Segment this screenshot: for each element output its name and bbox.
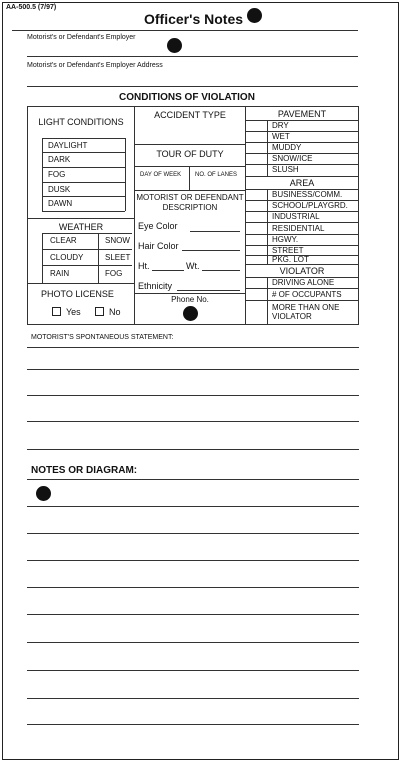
row-line <box>42 249 132 250</box>
table-col2-divider <box>245 106 246 324</box>
hair-color-label: Hair Color <box>138 241 179 251</box>
row-line <box>245 288 359 289</box>
notes-line[interactable] <box>27 698 359 699</box>
notes-line[interactable] <box>27 587 359 588</box>
area-industrial[interactable]: INDUSTRIAL <box>272 212 320 221</box>
row-line <box>245 234 359 235</box>
area-header: AREA <box>289 178 315 188</box>
hair-color-field[interactable] <box>182 250 240 251</box>
row-line <box>42 211 125 212</box>
notes-line[interactable] <box>27 614 359 615</box>
height-field[interactable] <box>152 270 184 271</box>
row-line <box>42 167 125 168</box>
light-dusk[interactable]: DUSK <box>48 185 71 194</box>
section-divider <box>27 218 134 219</box>
row-line <box>42 196 125 197</box>
row-line <box>42 138 125 139</box>
row-line <box>245 176 359 177</box>
cell-mid <box>98 233 99 283</box>
section-divider <box>134 144 245 145</box>
table-top <box>27 106 359 107</box>
pavement-header: PAVEMENT <box>277 109 327 119</box>
employer-address-label: Motorist's or Defendant's Employer Address <box>27 62 163 69</box>
notes-line[interactable] <box>27 479 359 480</box>
pavement-snow-ice[interactable]: SNOW/ICE <box>272 154 313 163</box>
phone-label: Phone No. <box>171 295 209 304</box>
weight-field[interactable] <box>202 270 240 271</box>
check-column <box>267 120 268 176</box>
light-dark[interactable]: DARK <box>48 155 71 164</box>
pavement-muddy[interactable]: MUDDY <box>272 143 302 152</box>
table-left <box>27 106 28 324</box>
cell-left <box>42 233 43 283</box>
section-divider <box>27 283 134 284</box>
form-number: AA-500.5 (7/97) <box>6 4 57 11</box>
cell-left <box>42 138 43 211</box>
notes-line[interactable] <box>27 670 359 671</box>
employer-address-field[interactable] <box>27 86 358 87</box>
table-bottom <box>27 324 359 325</box>
row-line <box>245 131 359 132</box>
table-col1-divider <box>134 106 135 324</box>
violator-occupants[interactable]: # OF OCCUPANTS <box>272 290 342 299</box>
statement-line[interactable] <box>27 449 359 450</box>
area-hgwy[interactable]: HGWY. <box>272 235 299 244</box>
notes-line[interactable] <box>27 506 359 507</box>
weather-sleet[interactable]: SLEET <box>105 253 131 262</box>
hole-punch <box>183 306 198 321</box>
light-conditions-header: LIGHT CONDITIONS <box>38 117 124 127</box>
weight-label: Wt. <box>186 261 200 271</box>
statement-label: MOTORIST'S SPONTANEOUS STATEMENT: <box>31 334 174 341</box>
hole-punch <box>247 8 262 23</box>
row-line <box>245 120 359 121</box>
pavement-slush[interactable]: SLUSH <box>272 165 299 174</box>
weather-snow[interactable]: SNOW <box>105 236 130 245</box>
employer-label: Motorist's or Defendant's Employer <box>27 34 136 41</box>
cell-right <box>125 138 126 211</box>
area-residential[interactable]: RESIDENTIAL <box>272 224 325 233</box>
day-of-week-label[interactable]: DAY OF WEEK <box>140 172 182 178</box>
pavement-dry[interactable]: DRY <box>272 121 289 130</box>
row-line <box>245 300 359 301</box>
row-line <box>245 164 359 165</box>
employer-field[interactable] <box>27 56 358 57</box>
area-business[interactable]: BUSINESS/COMM. <box>272 190 343 199</box>
hole-punch <box>167 38 182 53</box>
light-dawn[interactable]: DAWN <box>48 199 73 208</box>
notes-label: NOTES OR DIAGRAM: <box>31 465 138 476</box>
notes-line[interactable] <box>27 533 359 534</box>
row-line <box>42 233 132 234</box>
row-line <box>245 142 359 143</box>
pavement-wet[interactable]: WET <box>272 132 290 141</box>
weather-clear[interactable]: CLEAR <box>50 236 77 245</box>
notes-line[interactable] <box>27 724 359 725</box>
row-line <box>42 182 125 183</box>
photo-license-yes-label: Yes <box>66 307 81 317</box>
row-line <box>42 265 132 266</box>
photo-license-label: PHOTO LICENSE <box>41 289 114 299</box>
cell-mid <box>189 166 190 190</box>
weather-fog[interactable]: FOG <box>105 269 123 278</box>
divider <box>12 30 358 31</box>
page-title: Officer's Notes <box>144 11 244 27</box>
height-label: Ht. <box>138 261 150 271</box>
row-line <box>245 222 359 223</box>
statement-line[interactable] <box>27 347 359 348</box>
statement-line[interactable] <box>27 421 359 422</box>
photo-license-yes-checkbox[interactable] <box>52 307 61 316</box>
photo-license-no-label: No <box>109 307 121 317</box>
eye-color-label: Eye Color <box>138 221 178 231</box>
area-pkg-lot[interactable]: PKG. LOT <box>272 255 309 264</box>
no-of-lanes-label[interactable]: NO. OF LANES <box>195 172 238 178</box>
section-divider <box>134 293 245 294</box>
accident-type-header: ACCIDENT TYPE <box>154 110 226 120</box>
statement-line[interactable] <box>27 395 359 396</box>
light-daylight[interactable]: DAYLIGHT <box>48 141 88 150</box>
area-school[interactable]: SCHOOL/PLAYGRD. <box>272 201 348 210</box>
row-line <box>245 264 359 265</box>
weather-rain[interactable]: RAIN <box>50 269 70 278</box>
eye-color-field[interactable] <box>190 231 240 232</box>
tour-of-duty-header: TOUR OF DUTY <box>156 149 224 159</box>
ethnicity-label: Ethnicity <box>138 281 173 291</box>
violator-header: VIOLATOR <box>279 266 325 276</box>
description-header: MOTORIST OR DEFENDANT DESCRIPTION <box>136 193 244 212</box>
ethnicity-field[interactable] <box>177 290 240 291</box>
notes-line[interactable] <box>27 642 359 643</box>
hole-punch <box>36 486 51 501</box>
notes-line[interactable] <box>27 560 359 561</box>
statement-line[interactable] <box>27 369 359 370</box>
table-right <box>358 106 359 324</box>
photo-license-no-checkbox[interactable] <box>95 307 104 316</box>
conditions-title: CONDITIONS OF VIOLATION <box>119 92 255 103</box>
violator-more-than-one[interactable]: MORE THAN ONE VIOLATOR <box>272 303 340 321</box>
light-fog[interactable]: FOG <box>48 170 66 179</box>
area-street[interactable]: STREET <box>272 246 304 255</box>
weather-header: WEATHER <box>58 222 104 232</box>
weather-cloudy[interactable]: CLOUDY <box>50 253 84 262</box>
violator-driving-alone[interactable]: DRIVING ALONE <box>272 278 335 287</box>
section-divider <box>134 190 245 191</box>
row-line <box>42 152 125 153</box>
